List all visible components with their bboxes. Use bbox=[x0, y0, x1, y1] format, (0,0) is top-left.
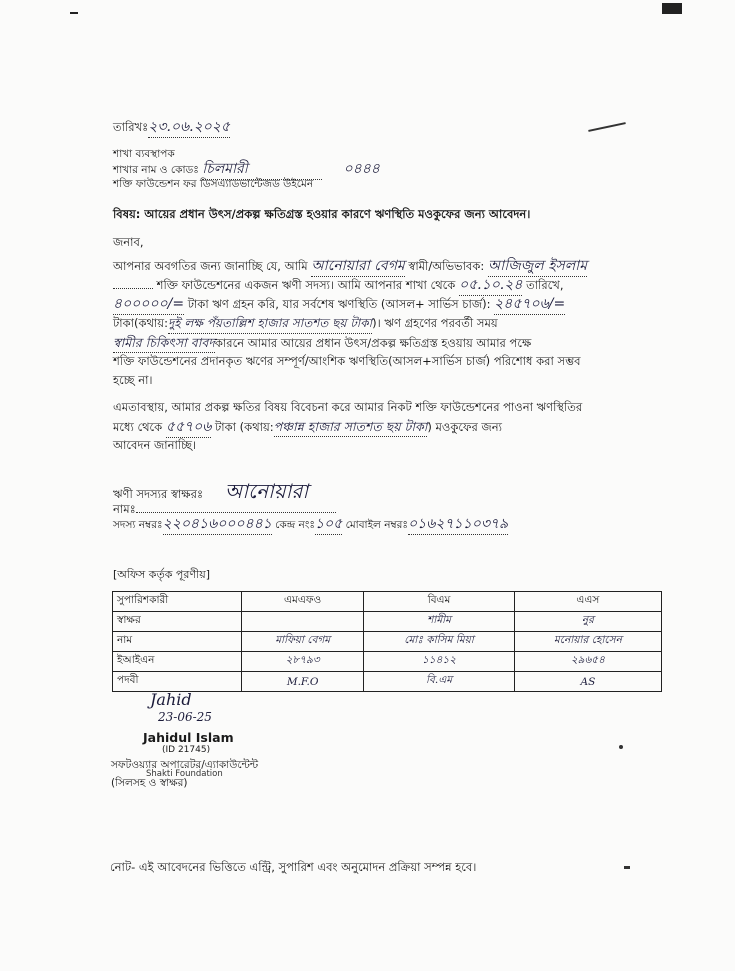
member-name: আনোয়ারা বেগম bbox=[311, 257, 404, 277]
p2-text-c: টাকা (কথায়: bbox=[215, 420, 274, 434]
operator-subtitle: (সিলসহ ও স্বাক্ষর) bbox=[111, 777, 188, 789]
p2-line3: আবেদন জানাচ্ছি। bbox=[113, 438, 197, 452]
balance-words: দুই লক্ষ পঁয়তাল্লিশ হাজার সাতশত ছয় টাকা bbox=[168, 314, 372, 334]
table-row bbox=[113, 612, 662, 632]
header-as: এএস bbox=[514, 592, 661, 612]
p1-line4 bbox=[113, 314, 498, 334]
operator-title: সফটওয়্যার অপারেটর/এ্যাকাউন্টেন্ট bbox=[111, 759, 259, 771]
p1-text-c: শক্তি ফাউন্ডেশনের একজন ঋণী সদস্য। আমি আপনার শাখা থেকে bbox=[156, 278, 456, 292]
mobile-no: ০১৬২৭১১০৩৭৯ bbox=[408, 515, 508, 535]
branch-name: চিলমারী bbox=[202, 160, 322, 180]
waive-words: পঞ্চান্ন হাজার সাতশত ছয় টাকা bbox=[274, 417, 428, 437]
date-line bbox=[113, 118, 230, 138]
office-heading: [অফিস কর্তৃক পূরণীয়] bbox=[113, 568, 210, 581]
corner-mark-left bbox=[70, 12, 78, 14]
operator-signature: Jahid bbox=[150, 690, 192, 709]
signature-label: ঋণী সদস্যর স্বাক্ষরঃ bbox=[113, 487, 204, 501]
p1-text-h: কারনে আমার আয়ের প্রধান উৎস/প্রকল্প ক্ষতিগ্রস্ত হওয়ায় আমার পক্ষে bbox=[214, 336, 532, 350]
p2-text-d: ) মওকুফের জন্য bbox=[427, 420, 502, 434]
corner-mark-right bbox=[662, 3, 682, 14]
mfo-name: মাফিয়া বেগম bbox=[242, 632, 364, 652]
branch-label: শাখার নাম ও কোডঃ bbox=[113, 164, 199, 176]
dot-mark bbox=[619, 745, 623, 749]
table-row bbox=[113, 652, 662, 672]
as-ein: ২৯৬৫৪ bbox=[514, 652, 661, 672]
row-label-name: নাম bbox=[113, 632, 242, 652]
as-name: মনোয়ার হোসেন bbox=[514, 632, 661, 652]
name-blank bbox=[136, 512, 336, 513]
center-no: ১০৫ bbox=[315, 515, 342, 535]
date-label: তারিখঃ bbox=[113, 120, 149, 134]
loan-date: ০৫.১০.২৪ bbox=[459, 276, 522, 296]
reason-text: স্বামীর চিকিৎসা বাবদ bbox=[113, 333, 215, 353]
mfo-signature bbox=[242, 612, 364, 632]
mobile-label: মোবাইল নম্বরঃ bbox=[345, 519, 409, 531]
p1-text-f: টাকা(কথায়: bbox=[113, 316, 168, 330]
header-bm: বিএম bbox=[364, 592, 514, 612]
member-no: ২২০৪১৬০০০৪৪১ bbox=[163, 515, 272, 535]
mfo-designation: M.F.O bbox=[242, 672, 364, 692]
bm-ein: ১১৪১২ bbox=[364, 652, 514, 672]
table-row bbox=[113, 672, 662, 692]
as-signature: নুর bbox=[514, 612, 661, 632]
p1-text-e: টাকা ঋণ গ্রহন করি, যার সর্বশেষ ঋণস্থিতি (আসল+ সার্ভিস চার্জ): bbox=[187, 297, 491, 311]
p2-line1: এমতাবস্থায়, আমার প্রকল্প ক্ষতির বিষয় বিবেচনা করে আমার নিকট শক্তি ফাউন্ডেশনের পাওনা ঋণস্থিতির bbox=[113, 400, 583, 414]
subject-line: বিষয়: আয়ের প্রধান উৎস/প্রকল্প ক্ষতিগ্রস্ত হওয়ার কারণে ঋণস্থিতি মওকুফের জন্য আবেদন। bbox=[113, 207, 531, 221]
stamp-org: Shakti Foundation bbox=[146, 769, 223, 779]
row-label-designation: পদবী bbox=[113, 672, 242, 692]
footer-note: নোট- এই আবেদনের ভিত্তিতে এন্ট্রি, সুপারিশ এবং অনুমোদন প্রক্রিয়া সম্পন্ন হবে। bbox=[110, 860, 477, 874]
operator-sign-date: 23-06-25 bbox=[158, 710, 212, 724]
member-no-label: সদস্য নম্বরঃ bbox=[113, 519, 163, 531]
loan-amount: ৪০০০০০/= bbox=[113, 295, 184, 315]
p1-line6: শক্তি ফাউন্ডেশনের প্রদানকৃত ঋণের সম্পূর্ণ/আংশিক ঋণস্থিতি(আসল+সার্ভিস চার্জ) পরিশোধ করা সম্ভব bbox=[113, 354, 581, 368]
p2-line2 bbox=[113, 417, 502, 438]
table-header-row bbox=[113, 592, 662, 612]
office-table bbox=[112, 591, 662, 692]
waive-amount: ৫৫৭০৬ bbox=[166, 418, 211, 438]
dash-mark bbox=[624, 866, 630, 869]
member-signature: আনোয়ারা bbox=[224, 479, 309, 503]
as-designation: AS bbox=[514, 672, 661, 692]
row-label-ein: ইআইএন bbox=[113, 652, 242, 672]
to-line: শাখা ব্যবস্থাপক bbox=[113, 148, 175, 160]
bm-name: মোঃ কাসিম মিয়া bbox=[364, 632, 514, 652]
branch-code: ০৪৪৪ bbox=[343, 161, 380, 177]
bm-designation: বি.এম bbox=[364, 672, 514, 692]
p1-text-d: তারিখে, bbox=[526, 278, 564, 292]
p1-line7: হচ্ছে না। bbox=[113, 373, 153, 387]
p1-text-a: আপনার অবগতির জন্য জানাচ্ছি যে, আমি bbox=[113, 259, 308, 273]
p1-line1 bbox=[113, 257, 587, 277]
p1-blank bbox=[113, 288, 153, 289]
p1-text-b: স্বামী/অভিভাবক: bbox=[408, 259, 485, 273]
balance-amount: ২৪৫৭০৬/= bbox=[494, 295, 565, 315]
p1-line2 bbox=[113, 276, 564, 296]
p1-text-g: )। ঋণ গ্রহণের পরবর্তী সময় bbox=[372, 316, 498, 330]
pen-stroke-mark bbox=[588, 122, 626, 132]
org-line: শক্তি ফাউন্ডেশন ফর ডিসএ্যাডভান্টেজড উইমেন bbox=[113, 178, 314, 190]
stamp-id: (ID 21745) bbox=[162, 745, 211, 755]
p1-line5 bbox=[113, 333, 531, 353]
guardian-name: আজিজুল ইসলাম bbox=[488, 257, 587, 277]
table-row bbox=[113, 632, 662, 652]
stamp-name: Jahidul Islam bbox=[143, 730, 234, 745]
member-info-line bbox=[113, 515, 508, 535]
p2-text-b: মধ্যে থেকে bbox=[113, 420, 163, 434]
name-label: নামঃ bbox=[113, 502, 136, 516]
bm-signature: শামীম bbox=[364, 612, 514, 632]
center-label: কেন্দ্র নংঃ bbox=[275, 519, 315, 531]
header-mfo: এমএফও bbox=[242, 592, 364, 612]
date-value: ২৩.০৬.২০২৫ bbox=[148, 118, 230, 138]
p1-line3 bbox=[113, 295, 565, 315]
header-recommender: সুপারিশকারী bbox=[113, 592, 242, 612]
salutation: জনাব, bbox=[113, 235, 144, 249]
row-label-signature: স্বাক্ষর bbox=[113, 612, 242, 632]
mfo-ein: ২৮৭৯৩ bbox=[242, 652, 364, 672]
